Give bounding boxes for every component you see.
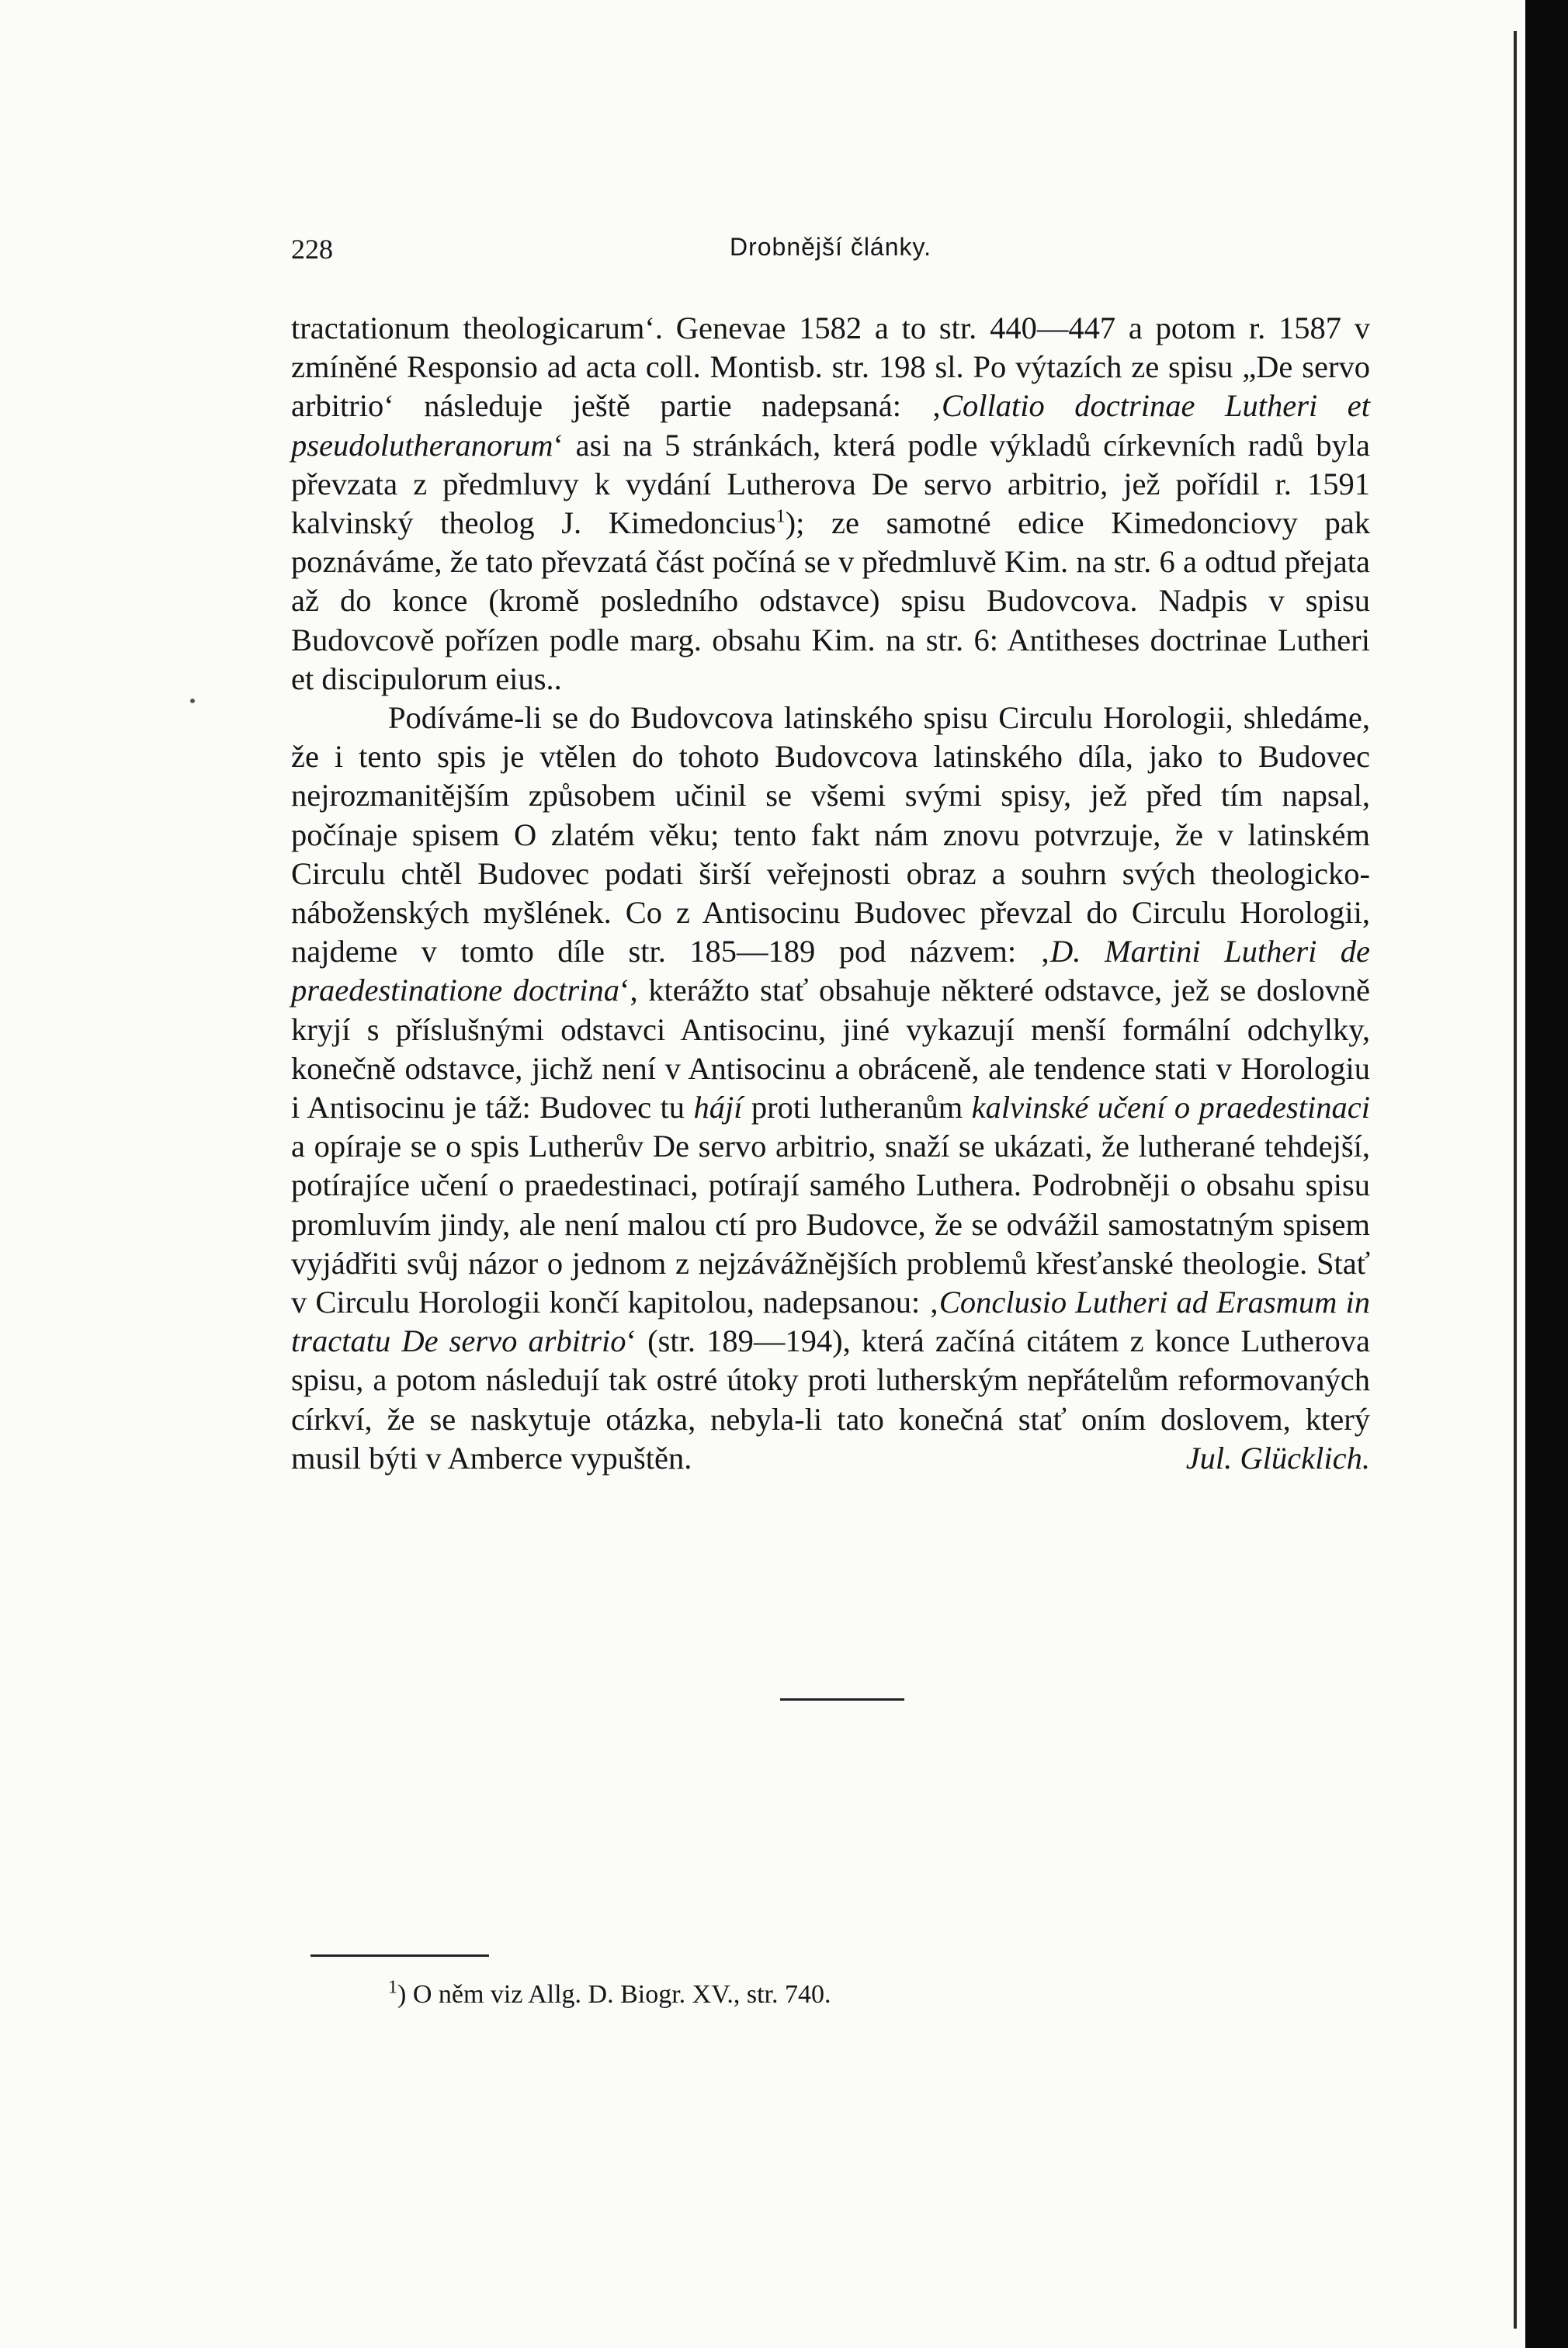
footnote: [388, 1978, 1164, 2012]
paragraph-2-text-5: ‘ (str. 189—194), která začíná citátem z konce Lutherova spisu, a potom následují tak ostré útoky proti lutherským nepřátelům reformovaných církví, že se naskytuje otázka, nebyla-li tato konečná stať oním doslovem, který musil býti v Amberce vypuštěn.: [291, 1323, 1370, 1476]
paragraph-1-text-2: ‘ asi na 5 stránkách, která podle výkladů církevních radů byla převzata z předmluvy k vydání Lutherova De servo arbitrio, jež pořídil r. 1591 kalvinský theolog J. Kimedoncius: [291, 427, 1370, 541]
scan-edge-shadow: [1525, 0, 1568, 2348]
section-title: Drobnější články.: [729, 233, 932, 261]
scan-speck: [190, 699, 195, 703]
paragraph-2-italic-word: hájí: [693, 1090, 743, 1125]
section-separator: [780, 1698, 904, 1701]
page-number: 228: [291, 234, 333, 265]
author-signature: Jul. Glücklich.: [1185, 1440, 1370, 1476]
paragraph-1-text-1: tractationum theologicarum‘. Genevae 1582 a to str. 440—447 a potom r. 1587 v zmíněné Responsio ad acta coll. Montisb. str. 198 sl. Po výtazích ze spisu „De servo arbitrio‘ následuje ještě partie nadepsaná: ‚: [291, 310, 1370, 424]
paragraph-1-text-3: ); ze samotné edice Kimedonciovy pak poznáváme, že tato převzatá část počíná se v předmluvě Kim. na str. 6 a odtud přejata až do konce (kromě posledního odstavce) spisu Budovcova. Nadpis v spisu Budovcově pořízen podle marg. obsahu Kim. na str. 6: Antitheses doctrinae Lutheri et discipulorum eius..: [291, 505, 1370, 696]
paragraph-2-text-2: ‘, kterážto stať obsahuje některé odstavce, jež se doslovně kryjí s příslušnými odstavci Antisocinu, jiné vykazují menší formální odchylky, konečně odstavce, jichž není v Antisocinu a obráceně, ale tendence stati v Horologiu i Antisocinu je táž: Budovec tu: [291, 973, 1370, 1125]
paragraph-1: [291, 309, 1370, 699]
running-head: [291, 233, 1370, 272]
paragraph-2-text-1: Podíváme-li se do Budovcova latinského spisu Circulu Horologii, shledáme, že i tento spis je vtělen do tohoto Budovcova latinského díla, jako to Budovec nejrozmanitějším způsobem učinil se všemi svými spisy, jež před tím napsal, počínaje spisem O zlatém věku; tento fakt nám znovu potvrzuje, že v latinském Circulu chtěl Budovec podati širší veřejnosti obraz a souhrn svých theologicko-náboženských myšlének. Co z Antisocinu Budovec převzal do Circulu Horologii, najdeme v tomto díle str. 185—189 pod názvem: ‚: [291, 700, 1370, 969]
paragraph-2-italic-title-2: Conclusio Lutheri ad Erasmum in tractatu De servo arbitrio: [291, 1285, 1371, 1359]
footnote-text: ) O něm viz Allg. D. Biogr. XV., str. 740.: [397, 1980, 831, 2009]
paragraph-2: [291, 699, 1370, 1478]
article-body: [291, 309, 1370, 1478]
paragraph-2-italic-phrase: kalvinské učení o praedestinaci: [971, 1090, 1370, 1125]
paragraph-1-italic-title: Collatio doctrinae Lutheri et pseudolutheranorum: [291, 388, 1371, 463]
paragraph-2-italic-title-1: D. Martini Lutheri de praedestinatione doctrina: [291, 934, 1370, 1008]
paragraph-2-text-3: proti lutheranům: [742, 1090, 972, 1125]
footnote-rule: [310, 1954, 489, 1957]
paragraph-2-text-4: a opíraje se o spis Lutherův De servo arbitrio, snaží se ukázati, že lutherané tehdejší, potírajíce učení o praedestinaci, potírají samého Luthera. Podrobněji o obsahu spisu promluvím jindy, ale není malou ctí pro Budovce, že se odvážil samostatným spisem vyjádřiti svůj názor o jednom z nejzávážnějších problemů křesťanské theologie. Stať v Circulu Horologii končí kapitolou, nadepsanou: ‚: [291, 1129, 1370, 1320]
page-edge-line: [1514, 31, 1517, 2329]
footnote-mark: 1: [388, 1977, 397, 1998]
footnote-reference: 1: [775, 506, 786, 527]
